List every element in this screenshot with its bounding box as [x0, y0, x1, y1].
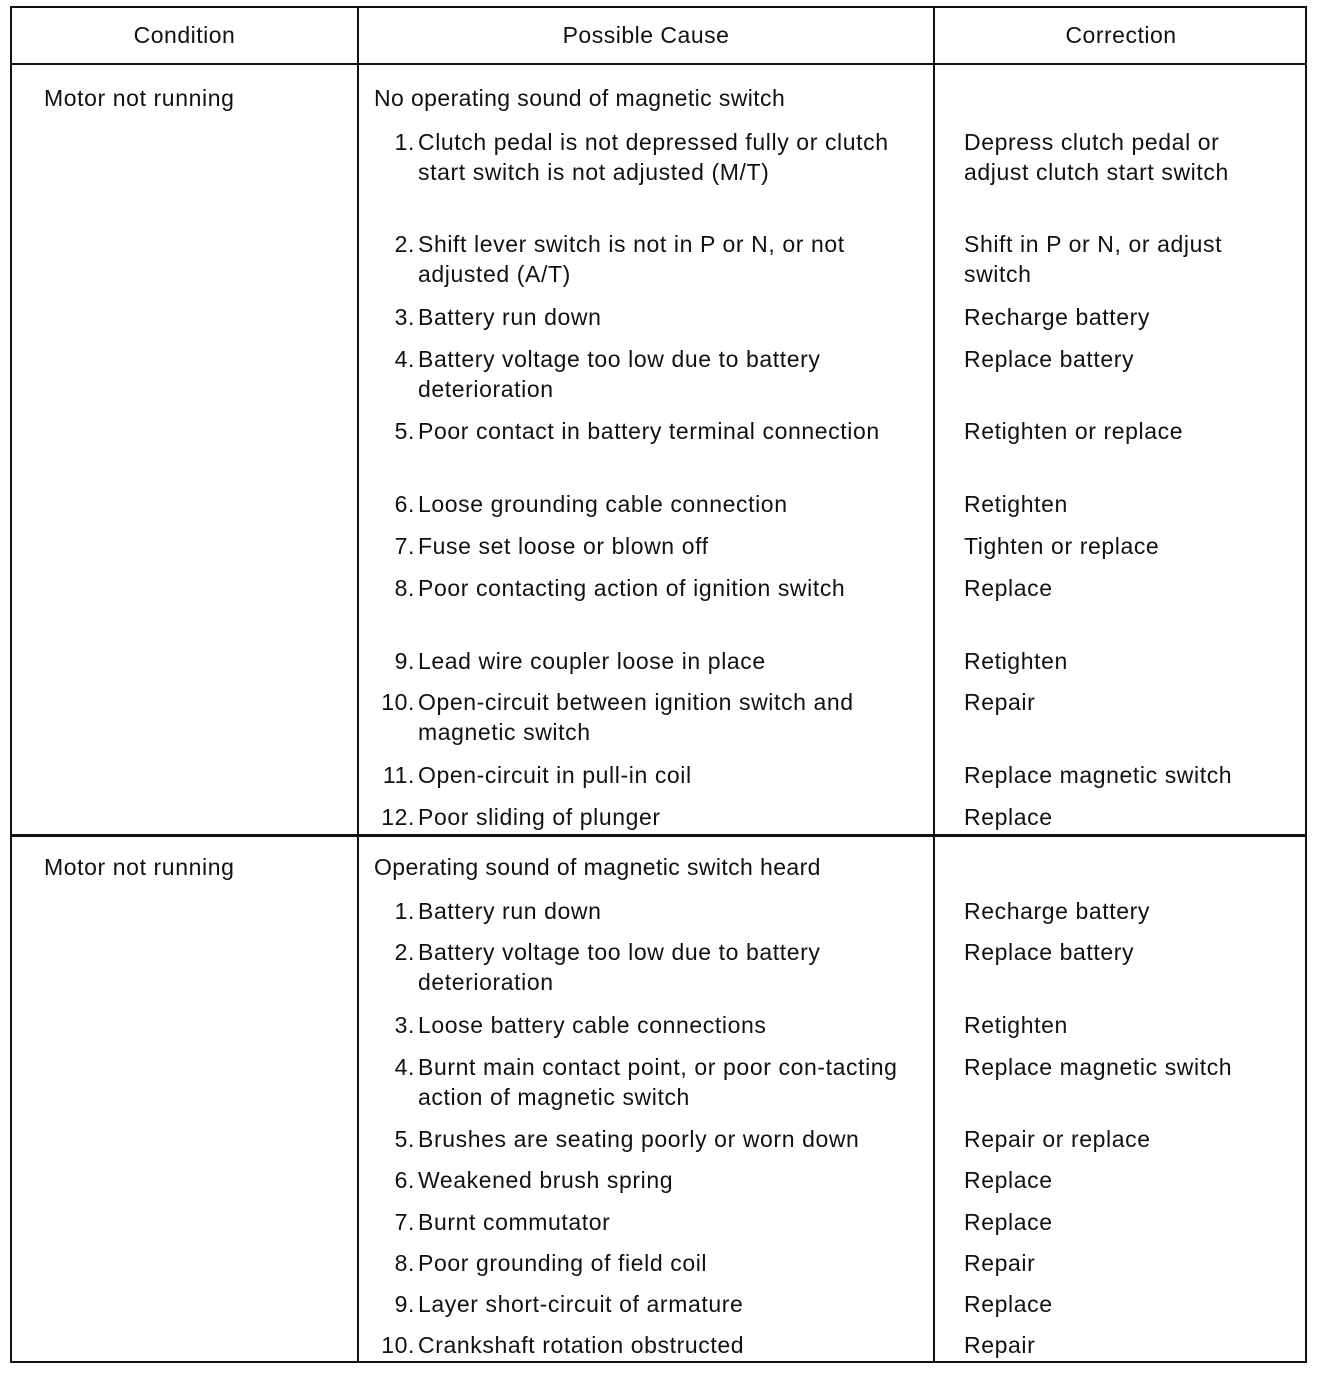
- cause-cell: Battery voltage too low due to battery deterioration: [418, 346, 821, 402]
- correction-cell: Replace: [964, 575, 1053, 601]
- cause-cell: Clutch pedal is not depressed fully or clutch start switch is not adjusted (M/T): [418, 129, 889, 185]
- row-number: 8.: [394, 575, 415, 601]
- row-number: 10.: [381, 689, 415, 715]
- row-number: 2.: [394, 231, 415, 257]
- column-divider: [933, 8, 935, 1361]
- cause-cell: Loose grounding cable connection: [418, 491, 788, 517]
- row-number: 9.: [394, 648, 415, 674]
- correction-cell: Recharge battery: [964, 304, 1151, 330]
- row-number: 1.: [394, 898, 415, 924]
- row-number: 3.: [394, 1012, 415, 1038]
- row-number: 8.: [394, 1250, 415, 1276]
- cause-cell: Burnt main contact point, or poor con-tacting action of magnetic switch: [418, 1054, 898, 1110]
- correction-cell: Replace: [964, 804, 1053, 830]
- cause-cell: Battery run down: [418, 304, 602, 330]
- correction-cell: Replace battery: [964, 939, 1135, 965]
- row-number: 3.: [394, 304, 415, 330]
- correction-cell: Repair: [964, 689, 1036, 715]
- row-number: 9.: [394, 1291, 415, 1317]
- row-number: 2.: [394, 939, 415, 965]
- row-number: 6.: [394, 1167, 415, 1193]
- row-number: 5.: [394, 418, 415, 444]
- correction-cell: Tighten or replace: [964, 533, 1160, 559]
- troubleshooting-table: [10, 6, 1307, 1363]
- cause-cell: Open-circuit between ignition switch and magnetic switch: [418, 689, 854, 745]
- header-condition: Condition: [133, 22, 236, 48]
- correction-cell: Replace magnetic switch: [964, 1054, 1233, 1080]
- correction-cell: Replace battery: [964, 346, 1135, 372]
- correction-cell: Replace: [964, 1291, 1053, 1317]
- condition-cell: Motor not running: [44, 85, 235, 111]
- cause-cell: Lead wire coupler loose in place: [418, 648, 766, 674]
- correction-cell: Depress clutch pedal or adjust clutch start switch: [964, 129, 1229, 185]
- row-number: 4.: [394, 346, 415, 372]
- cause-cell: Layer short-circuit of armature: [418, 1291, 744, 1317]
- cause-cell: Battery voltage too low due to battery deterioration: [418, 939, 821, 995]
- correction-cell: Replace: [964, 1167, 1053, 1193]
- row-number: 1.: [394, 129, 415, 155]
- section-divider: [12, 834, 1305, 837]
- cause-cell: Poor contact in battery terminal connection: [418, 418, 880, 444]
- row-number: 5.: [394, 1126, 415, 1152]
- correction-cell: Retighten or replace: [964, 418, 1184, 444]
- correction-cell: Retighten: [964, 648, 1068, 674]
- row-number: 4.: [394, 1054, 415, 1080]
- correction-cell: Retighten: [964, 1012, 1068, 1038]
- cause-cell: Brushes are seating poorly or worn down: [418, 1126, 860, 1152]
- cause-cell: Poor grounding of field coil: [418, 1250, 708, 1276]
- cause-cell: Weakened brush spring: [418, 1167, 674, 1193]
- cause-cell: Poor sliding of plunger: [418, 804, 661, 830]
- correction-cell: Repair: [964, 1332, 1036, 1358]
- header-possible-cause: Possible Cause: [562, 22, 730, 48]
- correction-cell: Retighten: [964, 491, 1068, 517]
- row-number: 12.: [381, 804, 415, 830]
- row-number: 11.: [382, 762, 415, 788]
- cause-group-heading: No operating sound of magnetic switch: [374, 85, 786, 111]
- cause-group-heading: Operating sound of magnetic switch heard: [374, 854, 821, 880]
- cause-cell: Open-circuit in pull-in coil: [418, 762, 692, 788]
- correction-cell: Recharge battery: [964, 898, 1151, 924]
- correction-cell: Repair: [964, 1250, 1036, 1276]
- column-divider: [357, 8, 359, 1361]
- header-correction: Correction: [1065, 22, 1177, 48]
- cause-cell: Loose battery cable connections: [418, 1012, 767, 1038]
- correction-cell: Repair or replace: [964, 1126, 1151, 1152]
- table-header: [12, 8, 1305, 65]
- correction-cell: Replace magnetic switch: [964, 762, 1233, 788]
- cause-cell: Battery run down: [418, 898, 602, 924]
- cause-cell: Poor contacting action of ignition switch: [418, 575, 846, 601]
- correction-cell: Replace: [964, 1209, 1053, 1235]
- cause-cell: Fuse set loose or blown off: [418, 533, 709, 559]
- row-number: 10.: [381, 1332, 415, 1358]
- correction-cell: Shift in P or N, or adjust switch: [964, 231, 1223, 287]
- cause-cell: Crankshaft rotation obstructed: [418, 1332, 745, 1358]
- cause-cell: Burnt commutator: [418, 1209, 611, 1235]
- row-number: 7.: [394, 1209, 415, 1235]
- condition-cell: Motor not running: [44, 854, 235, 880]
- row-number: 6.: [394, 491, 415, 517]
- row-number: 7.: [394, 533, 415, 559]
- cause-cell: Shift lever switch is not in P or N, or not adjusted (A/T): [418, 231, 845, 287]
